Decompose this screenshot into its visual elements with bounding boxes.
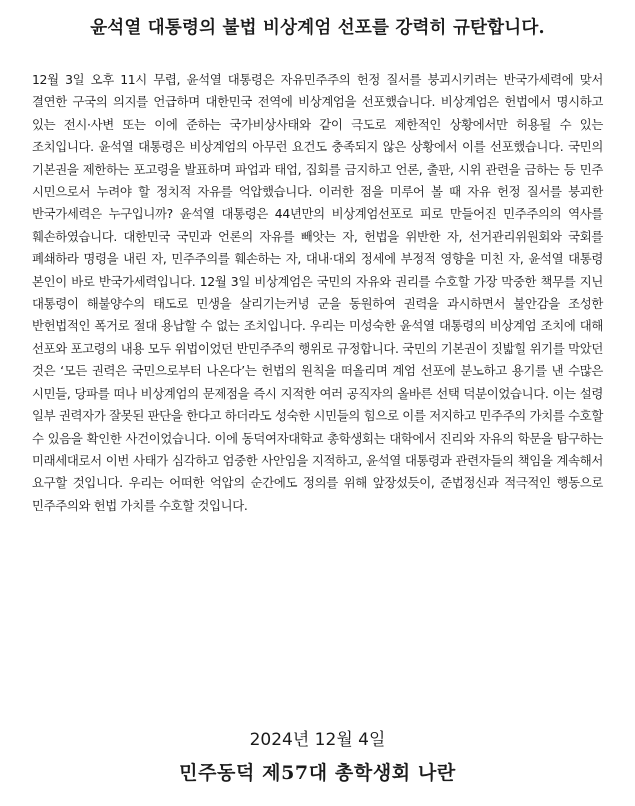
statement-signature: 민주동덕 제57대 총학생회 나란 xyxy=(179,762,456,784)
statement-title: 윤석열 대통령의 불법 비상계엄 선포를 강력히 규탄합니다. xyxy=(90,18,545,38)
statement-date: 2024년 12월 4일 xyxy=(249,730,386,750)
statement-body: 12월 3일 오후 11시 무렵, 윤석열 대통령은 자유민주주의 헌정 질서를 붕괴시키려는 반국가세력에 맞서 결연한 구국의 의지를 언급하며 대한민국 전역에 비상계엄을 선포했습니다. 비상계엄은 헌법에서 명시하고 있는 전시·사변 또는 이에 준하는 국가비상사태와 같이 극도로 제한적인 상황에서만 허용될 수 있는 조치입니다. 윤석열 대통령은 비상계엄의 아무런 요건도 충족되지 않은 상황에서 이를 선포했습니다. 국민의 기본권을 제한하는 포고령을 발표하며 파업과 태업, 집회를 금지하고 언론, 출판, 시위 관련을 금하는 등 민주 시민으로서 누려야 할 정치적 자유를 억압했습니다. 이러한 점을 미루어 볼 때 자유 헌정 질서를 붕괴한 반국가세력은 누구입니까? 윤석열 대통령은 44년만의 비상계엄선포로 피로 만들어진 민주주의의 역사를 훼손하였습니다. 대한민국 국민과 언론의 자유를 빼앗는 자, 헌법을 위반한 자, 선거관리위원회와 국회를 폐쇄하라 명령을 내린 자, 민주주의를 훼손하는 자, 대내·대외 정세에 부정적 영향을 미친 자, 윤석열 대통령 본인이 바로 반국가세력입니다. 12월 3일 비상계엄은 국민의 자유와 권리를 수호할 가장 막중한 책무를 지닌 대통령이 해불양수의 태도로 민생을 살리기는커녕 군을 동원하여 권력을 과시하면서 불안감을 조성한 반헌법적인 폭거로 절대 용납할 수 없는 조치입니다. 우리는 미성숙한 윤석열 대통령의 비상계엄 조치에 대해 선포와 포고령의 내용 모두 위법이었던 반민주주의 행위로 규정합니다. 국민의 기본권이 짓밟힐 위기를 막았던 것은 ‘모든 권력은 국민으로부터 나온다’는 헌법의 원칙을 떠올리며 계엄 선포에 분노하고 용기를 낸 수많은 시민들, 당파를 떠나 비상계엄의 문제점을 즉시 지적한 여러 공직자의 올바른 선택 덕분이었습니다. 이는 설령 일부 권력자가 잘못된 판단을 한다고 하더라도 성숙한 시민들의 힘으로 이를 저지하고 민주주의 가치를 수호할 수 있음을 확인한 사건이었습니다. 이에 동덕여자대학교 총학생회는 대학에서 진리와 자유의 학문을 탐구하는 미래세대로서 이번 사태가 심각하고 엄중한 사안임을 지적하고, 윤석열 대통령과 관련자들의 책임을 계속해서 요구할 것입니다. 우리는 어떠한 억압의 순간에도 정의를 위해 앞장섰듯이, 준법정신과 적극적인 행동으로 민주주의와 헌법 가치를 수호할 것입니다. xyxy=(32,72,603,513)
